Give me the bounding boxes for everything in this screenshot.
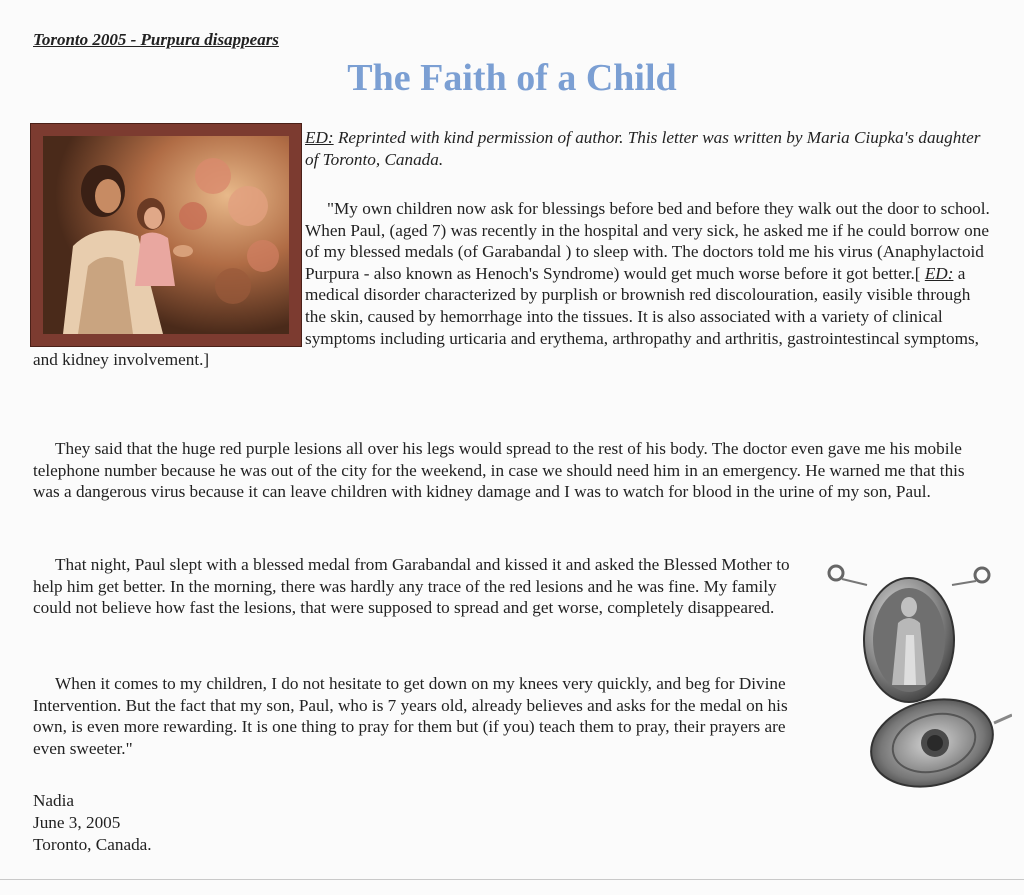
signature-name: Nadia [33,791,75,810]
article-kicker: Toronto 2005 - Purpura disappears [33,30,279,49]
editor-note-label: ED: [305,128,334,147]
letter-ed-text: a medical disorder characterized by purplish or brownish red discolouration, easily visible through the skin, caused by hemorrhage into the tissues. It is also associated with a variety of clinical symptoms including urticaria and erythema, arthropathy and arthritis, gastrointestincal symptoms, and kidney involvement.] [33,263,979,370]
letter-paragraph-2: They said that the huge red purple lesions all over his legs would spread to the rest of his body. The doctor even gave me his mobile telephone number because he was out of the city for the weekend, in case we should need him in an emergency. He warned me that this was a dangerous virus because it can leave children with kidney damage and I was to watch for blood in the urine of my son, Paul. [33,439,965,502]
bottom-divider [0,879,1024,880]
article-title: The Faith of a Child [347,57,677,99]
editor-note-text: Reprinted with kind permission of author. This letter was written by Maria Ciupka's daughter of Toronto, Canada. [305,128,981,169]
editor-note [305,127,995,170]
letter-ed-label: ED: [924,263,954,283]
signature-block [33,790,152,856]
letter-paragraph-4: When it comes to my children, I do not hesitate to get down on my knees very quickly, and beg for Divine Intervention. But the fact that my son, Paul, who is 7 years old, already believes and asks for the medal on his own, is even more rewarding. It is one thing to pray for them but (if you) teach them to pray, their prayers are even sweeter." [33,674,788,758]
letter-paragraph-3: That night, Paul slept with a blessed medal from Garabandal and kissed it and asked the Blessed Mother to help him get better. In the morning, there was hardly any trace of the red lesions and he was fine. My family could not believe how fast the lesions, that were supposed to spread and get worse, completely disappeared. [33,555,790,618]
garabandal-medal-image [812,555,1012,805]
signature-date: June 3, 2005 [33,813,121,832]
letter-paragraph-1-text: "My own children now ask for blessings before bed and before they walk out the door to school. When Paul, (aged 7) was recently in the hospital and very sick, he asked me if he could borrow one of my blessed medals (of Garabandal ) to sleep with. The doctors told me his virus (Anaphylactoid Purpura - also known as Henoch's Syndrome) would get much worse before it got better.[ [305,199,990,283]
signature-place: Toronto, Canada. [33,835,152,854]
letter-paragraph-1 [33,198,995,371]
